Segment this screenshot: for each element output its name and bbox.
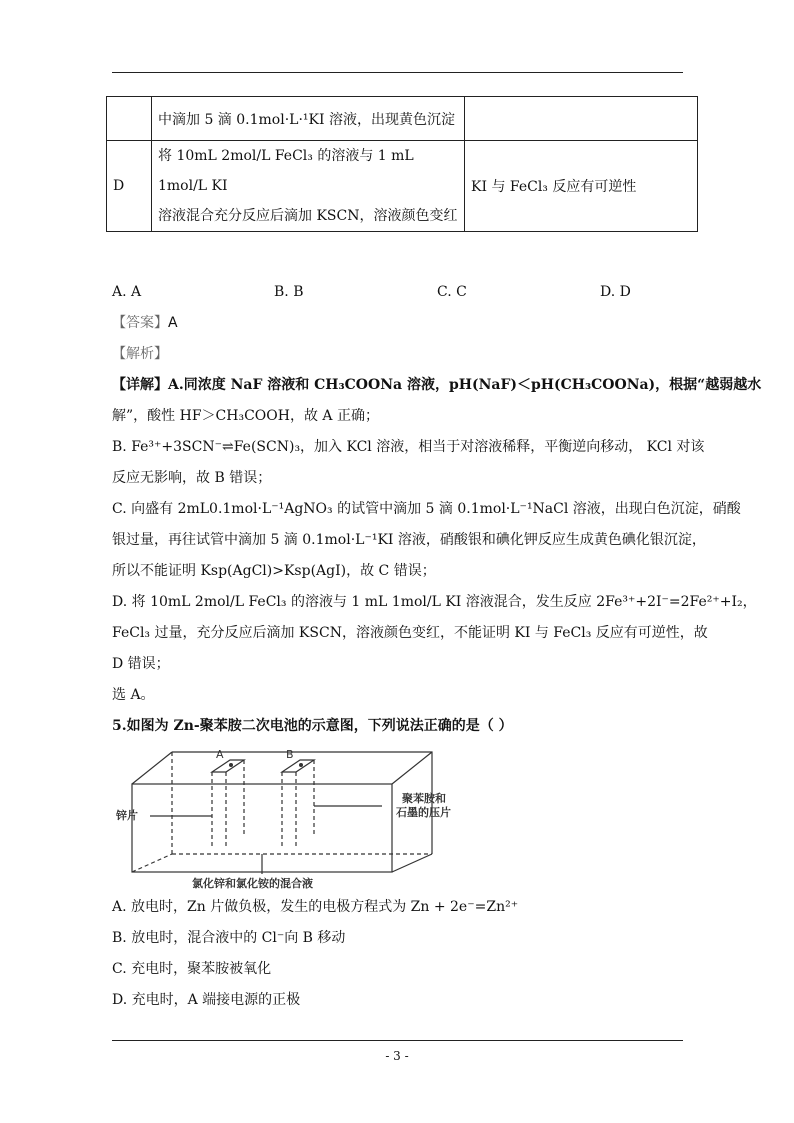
- analysis-line: 选 A。: [112, 687, 155, 703]
- terminal-b-dot: [299, 763, 303, 767]
- option-d: D. D: [600, 284, 631, 300]
- table-cell-option: [107, 97, 152, 141]
- experiment-table: [106, 96, 698, 232]
- table-cell-conclusion: [465, 97, 698, 141]
- analysis-line: 【详解】A.同浓度 NaF 溶液和 CH₃COONa 溶液，pH(NaF)＜pH(CH₃COONa)，根据“越弱越水: [112, 377, 762, 393]
- table-cell-option: D: [107, 141, 152, 232]
- answer-value: A: [168, 315, 178, 331]
- battery-diagram: [112, 744, 512, 894]
- electrode-a-top: [212, 760, 244, 772]
- q5-option-c: C. 充电时，聚苯胺被氧化: [112, 961, 272, 977]
- label-right-2: 石墨的压片: [396, 806, 451, 819]
- tank-bottom-right-edge: [392, 854, 432, 872]
- tank-top-right-edge: [392, 752, 432, 784]
- tank-hidden-edge: [132, 854, 172, 872]
- q5-option-b: B. 放电时，混合液中的 Cl⁻向 B 移动: [112, 930, 346, 946]
- analysis-line: FeCl₃ 过量，充分反应后滴加 KSCN，溶液颜色变红，不能证明 KI 与 FeCl₃ 反应有可逆性，故: [112, 625, 708, 641]
- q5-option-d: D. 充电时，A 端接电源的正极: [112, 992, 301, 1008]
- analysis-line: D. 将 10mL 2mol/L FeCl₃ 的溶液与 1 mL 1mol/L KI 溶液混合，发生反应 2Fe³⁺+2I⁻=2Fe²⁺+I₂，: [112, 594, 757, 610]
- option-b: B. B: [274, 284, 304, 300]
- table-cell-operation: 中滴加 5 滴 0.1mol·L·¹KI 溶液，出现黄色沉淀: [152, 97, 465, 141]
- table-cell-conclusion: KI 与 FeCl₃ 反应有可逆性: [465, 141, 698, 232]
- operation-line: 溶液混合充分反应后滴加 KSCN，溶液颜色变红: [158, 208, 458, 224]
- label-right-1: 聚苯胺和: [402, 792, 446, 805]
- analysis-line: 解”，酸性 HF＞CH₃COOH，故 A 正确；: [112, 408, 379, 424]
- analysis-line: 银过量，再往试管中滴加 5 滴 0.1mol·L⁻¹KI 溶液，硝酸银和碘化钾反应生成黄色碘化银沉淀，: [112, 532, 706, 548]
- label-bottom: 氯化锌和氯化铵的混合液: [192, 877, 313, 890]
- label-b: B: [286, 748, 294, 761]
- answer-line: [112, 313, 178, 333]
- bottom-rule: [112, 1040, 683, 1041]
- operation-line: 将 10mL 2mol/L FeCl₃ 的溶液与 1 mL 1mol/L KI: [158, 148, 414, 194]
- tank-top-left-edge: [132, 752, 172, 784]
- answer-label: 【答案】: [112, 315, 168, 331]
- label-zinc: 锌片: [116, 809, 138, 822]
- label-a: A: [216, 748, 224, 761]
- electrode-b-top: [282, 760, 314, 772]
- analysis-line: 反应无影响，故 B 错误；: [112, 470, 272, 486]
- analysis-line: C. 向盛有 2mL0.1mol·L⁻¹AgNO₃ 的试管中滴加 5 滴 0.1mol·L⁻¹NaCl 溶液，出现白色沉淀，硝酸: [112, 501, 741, 517]
- page-number: - 3 -: [385, 1049, 409, 1063]
- table-cell-operation: [152, 141, 465, 232]
- analysis-line: 所以不能证明 Ksp(AgCl)>Ksp(AgI)，故 C 错误；: [112, 563, 436, 579]
- table-row: [107, 141, 698, 232]
- q5-option-a: A. 放电时，Zn 片做负极，发生的电极方程式为 Zn + 2e⁻=Zn²⁺: [112, 899, 519, 915]
- analysis-label: 【解析】: [112, 346, 168, 362]
- analysis-line: D 错误；: [112, 656, 170, 672]
- option-a: A. A: [112, 284, 142, 300]
- terminal-a-dot: [229, 763, 233, 767]
- question-5-stem: 5.如图为 Zn-聚苯胺二次电池的示意图，下列说法正确的是（ ）: [112, 718, 513, 734]
- table-row: [107, 97, 698, 141]
- option-c: C. C: [437, 284, 467, 300]
- top-rule: [112, 72, 683, 73]
- analysis-line: B. Fe³⁺+3SCN⁻⇌Fe(SCN)₃，加入 KCl 溶液，相当于对溶液稀释，平衡逆向移动， KCl 对该: [112, 439, 705, 455]
